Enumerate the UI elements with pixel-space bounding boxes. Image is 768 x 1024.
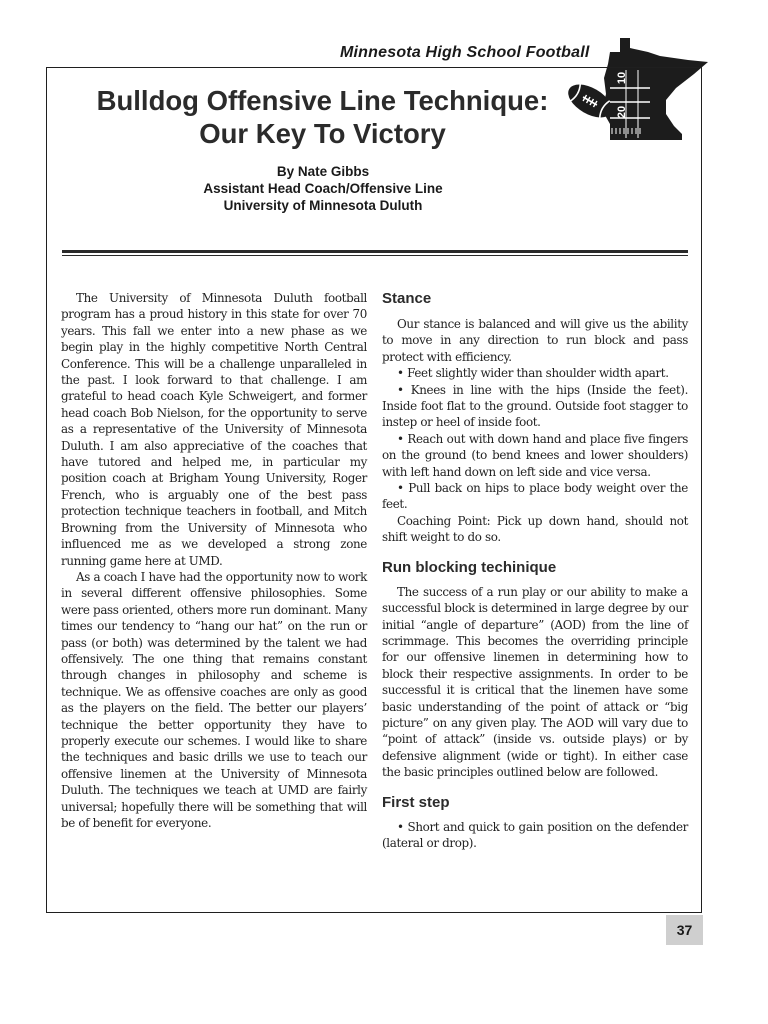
article-title — [70, 84, 575, 150]
first-step-bullet: • Short and quick to gain position on the defender (lateral or drop). — [382, 819, 688, 850]
stance-heading: Stance — [382, 290, 432, 307]
title-line-2: Our Key To Victory — [199, 118, 446, 149]
run-blocking-paragraph: The success of a run play or our ability to make a successful block is determined in large degree by our initial “angle of departure” (AOD) from the line of scrimmage. This becomes the overriding principle for our offensive linemen in determining how to block their respective assignments. In order to be successful it is critical that the linemen have some basic understanding of the point of attack or “big picture” on any given play. The AOD will vary due to “point of attack” (inside vs. outside plays) or by defensive alignment (wide or tight). In either case the basic principles outlined below are followed. — [382, 584, 688, 780]
magazine-name: Minnesota High School Football — [340, 44, 590, 61]
author-name: By Nate Gibbs — [276, 164, 370, 179]
divider-rule — [62, 250, 688, 253]
divider-rule — [62, 255, 688, 256]
stance-bullet: • Knees in line with the hips (Inside the feet). Inside foot flat to the ground. Outside foot stagger to instep or heel of inside foot. — [382, 382, 688, 430]
stance-bullet: • Pull back on hips to place body weight over the feet. — [382, 481, 688, 512]
logo-yard-top: 10 — [616, 71, 628, 85]
coaching-point: Coaching Point: Pick up down hand, should not shift weight to do so. — [382, 513, 688, 545]
right-column — [382, 290, 688, 851]
football-icon — [563, 80, 617, 122]
run-blocking-heading: Run blocking techinique — [382, 558, 557, 576]
philosophy-paragraph: As a coach I have had the opportunity now to work in several different offensive philosophies. Some were pass oriented, others more run dominant. Many times our tendency to “hang our hat” on the run or pass (or both) was determined by the talent we had offensively. The one thing that remains constant through changes in philosophy and scheme is technique. We as offensive coaches are only as good as the players on the field. The better our players’ technique the better opportunity they have to properly execute our schemes. I would like to share the techniques and basic drills we use to teach our offensive linemen at the University of Minnesota Duluth. The techniques we teach at UMD are fairly universal; hopefully there will be something that will be of benefit for everyone. — [61, 569, 367, 830]
author-role: Assistant Head Coach/Offensive Line — [203, 181, 443, 196]
stance-paragraph: Our stance is balanced and will give us the ability to move in any direction to run block and pass protect with efficiency. — [382, 317, 688, 364]
stance-bullet: • Reach out with down hand and place five fingers on the ground (to bend knees and lower shoulders) with left hand down on left side and vice versa. — [382, 431, 688, 479]
stance-bullet: • Feet slightly wider than shoulder width apart. — [397, 366, 669, 381]
page-number: 37 — [666, 915, 703, 945]
first-step-heading: First step — [382, 793, 450, 811]
title-line-1: Bulldog Offensive Line Technique: — [96, 85, 549, 116]
logo-yard-bottom: 20 — [616, 105, 628, 119]
left-column — [61, 290, 367, 831]
byline — [123, 163, 523, 214]
intro-paragraph: The University of Minnesota Duluth football program has a proud history in this state for over 70 years. This fall we enter into a new phase as we begin play in the highly competitive North Central Conference. This will be a challenge unparalleled in the past. I look forward to that challenge. I am grateful to head coach Kyle Schweigert, and former head coach Bob Nielson, for the opportunity to serve as a representative of the University of Minnesota Duluth. I am also appreciative of the coaches that have tutored and helped me, in particular my position coach at Brigham Young University, Roger French, who is arguably one of the best pass protection technique teachers in football, and Mitch Browning from the University of Minnesota who influenced me as we developed a strong zone running game here at UMD. — [61, 291, 367, 568]
author-school: University of Minnesota Duluth — [223, 198, 423, 213]
